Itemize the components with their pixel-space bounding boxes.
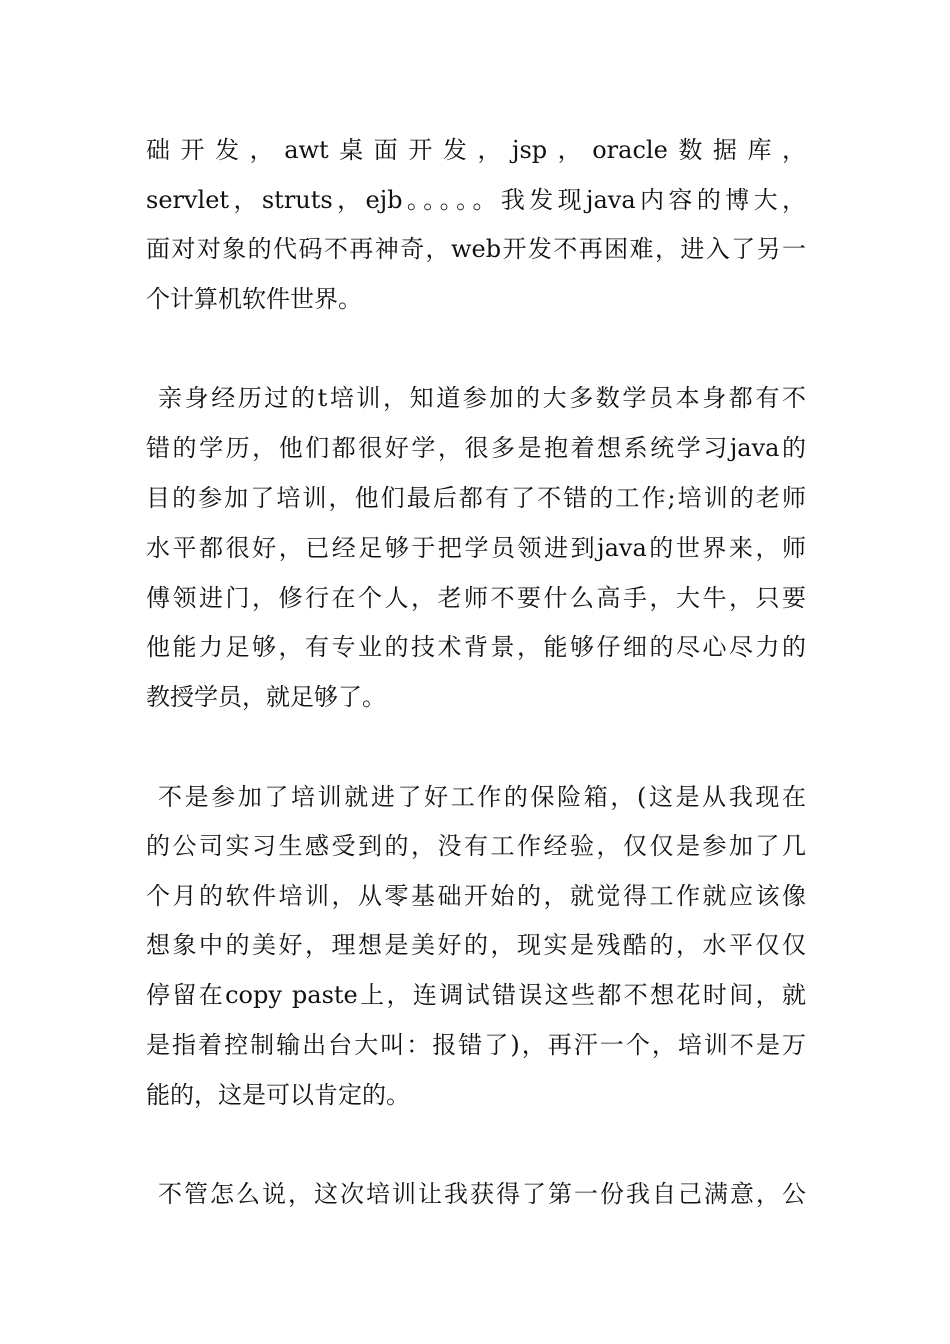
text-line: servlet，struts，ejb。。。。。我发现java内容的博大， <box>146 186 806 214</box>
text-line: 目的参加了培训，他们最后都有了不错的工作;培训的老师 <box>146 484 806 512</box>
text-line: 是指着控制输出台大叫：报错了)，再汗一个，培训不是万 <box>146 1031 806 1059</box>
text-line: 水平都很好，已经足够于把学员领进到java的世界来，师 <box>146 534 806 562</box>
text-line: 教授学员，就足够了。 <box>146 683 386 711</box>
text-line: 不是参加了培训就进了好工作的保险箱，(这是从我现在 <box>158 783 806 811</box>
text-line: 想象中的美好，理想是美好的，现实是残酷的，水平仅仅 <box>146 931 806 959</box>
text-line: 傅领进门，修行在个人，老师不要什么高手，大牛，只要 <box>146 584 806 612</box>
text-line: 亲身经历过的t培训，知道参加的大多数学员本身都有不 <box>158 384 806 412</box>
text-line: 面对对象的代码不再神奇，web开发不再困难，进入了另一 <box>146 235 806 263</box>
text-line: 他能力足够，有专业的技术背景，能够仔细的尽心尽力的 <box>146 633 806 661</box>
text-line: 能的，这是可以肯定的。 <box>146 1081 410 1109</box>
text-line: 的公司实习生感受到的，没有工作经验，仅仅是参加了几 <box>146 832 806 860</box>
text-line: 个月的软件培训，从零基础开始的，就觉得工作就应该像 <box>146 882 806 910</box>
text-line: 错的学历，他们都很好学，很多是抱着想系统学习java的 <box>146 434 806 462</box>
text-line: 停留在copy paste上，连调试错误这些都不想花时间，就 <box>146 981 806 1009</box>
text-line: 不管怎么说，这次培训让我获得了第一份我自己满意，公 <box>158 1180 806 1208</box>
text-line: 础开发，awt桌面开发，jsp，oracle数据库， <box>146 136 806 164</box>
text-line: 个计算机软件世界。 <box>146 285 362 313</box>
